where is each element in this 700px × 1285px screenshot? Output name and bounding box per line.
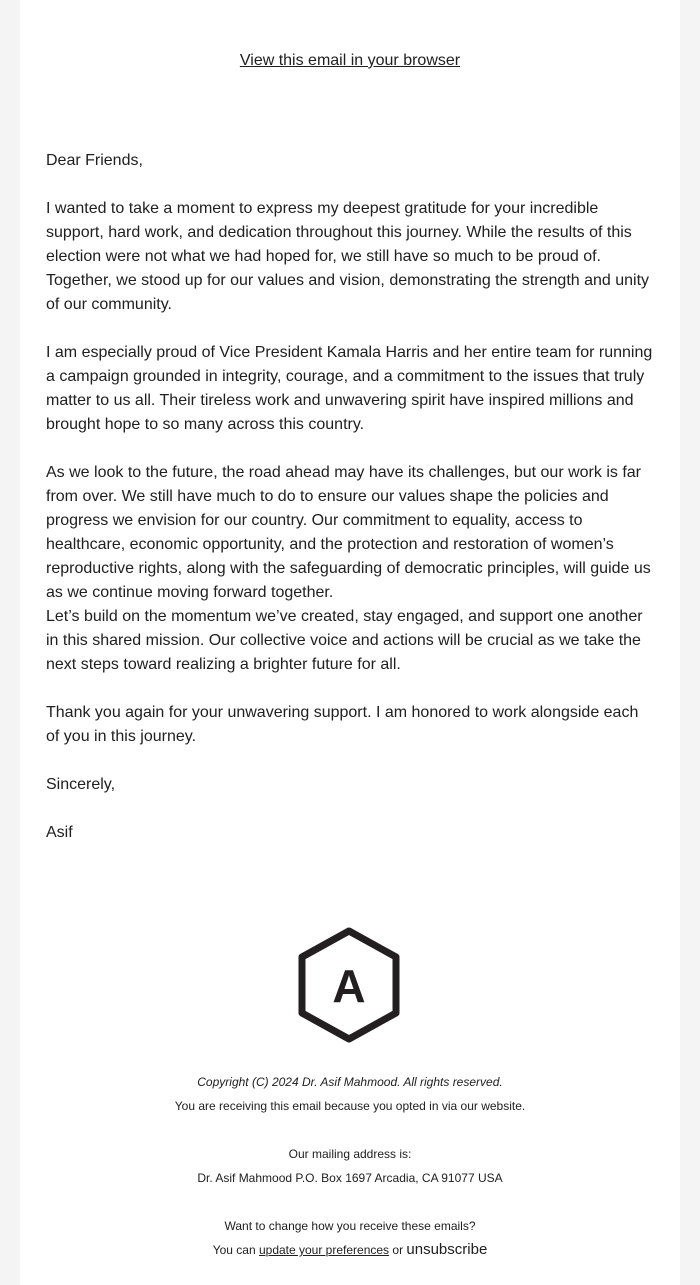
copyright-line bbox=[20, 1070, 680, 1094]
copyright-text: Copyright (C) 2024 Dr. Asif Mahmood. All rights reserved. bbox=[197, 1075, 503, 1089]
paragraph-1: I wanted to take a moment to express my deepest gratitude for your incredible support, hard work, and dedication throughout this journey. While the results of this election were not what we had hoped for, we still have so much to be proud of. Together, we stood up for our values and vision, demonstrating the strength and unity of our community. bbox=[46, 200, 650, 313]
greeting: Dear Friends, bbox=[46, 152, 143, 169]
preheader bbox=[20, 51, 680, 71]
footer-spacer bbox=[20, 1118, 680, 1142]
preferences-line bbox=[20, 1238, 680, 1262]
logo-letter: A bbox=[332, 960, 366, 1012]
mailing-address: Dr. Asif Mahmood P.O. Box 1697 Arcadia, CA 91077 USA bbox=[197, 1171, 503, 1185]
letter-body bbox=[46, 149, 656, 869]
update-preferences-link[interactable]: update your preferences bbox=[258, 1243, 390, 1257]
opt-in-reason: You are receiving this email because you opted in via our website. bbox=[174, 1099, 526, 1113]
email-container bbox=[20, 0, 680, 1285]
paragraph-2: I am especially proud of Vice President Kamala Harris and her entire team for running a campaign grounded in integrity, courage, and a commitment to the issues that truly matter to us all. Their tireless work and unwavering spirit have inspired millions and brought hope to so many across this country. bbox=[46, 344, 653, 433]
unsubscribe-link[interactable]: unsubscribe bbox=[406, 1241, 488, 1258]
you-can-text: You can bbox=[212, 1243, 259, 1257]
paragraph-4: Let’s build on the momentum we’ve created, stay engaged, and support one another in this shared mission. Our collective voice and actions will be crucial as we take the next steps toward realizing a brighter future for all. bbox=[46, 608, 643, 673]
or-text: or bbox=[389, 1243, 407, 1257]
closing: Sincerely, bbox=[46, 776, 116, 793]
paragraph-5: Thank you again for your unwavering support. I am honored to work alongside each of you in this journey. bbox=[46, 704, 639, 745]
mailing-address-label: Our mailing address is: bbox=[288, 1147, 412, 1161]
logo-hexagon-icon bbox=[296, 926, 402, 1044]
signature: Asif bbox=[46, 824, 73, 841]
footer bbox=[20, 1070, 680, 1262]
change-prompt: Want to change how you receive these emails? bbox=[224, 1219, 476, 1233]
view-in-browser-link[interactable]: View this email in your browser bbox=[239, 52, 461, 69]
paragraph-3: As we look to the future, the road ahead may have its challenges, but our work is far from over. We still have much to do to ensure our values shape the policies and progress we envision for our country. Our commitment to equality, access to healthcare, economic opportunity, and the protection and restoration of women’s reproductive rights, along with the safeguarding of democratic principles, will guide us as we continue moving forward together. bbox=[46, 464, 651, 601]
footer-spacer bbox=[20, 1190, 680, 1214]
